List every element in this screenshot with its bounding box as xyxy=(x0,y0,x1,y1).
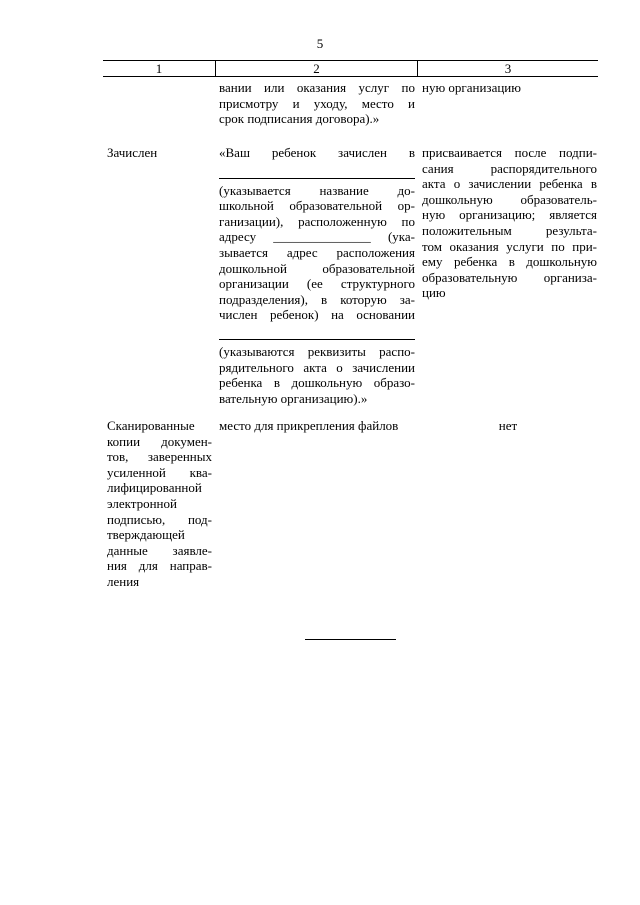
text-line: усиленной ква- xyxy=(107,464,212,480)
row1-col3 xyxy=(422,80,597,96)
value-no: нет xyxy=(498,418,518,433)
row3-col3 xyxy=(418,418,598,434)
status-label: Зачислен xyxy=(107,145,158,160)
text-line: присмотру и уходу, место и xyxy=(219,95,415,111)
row3-col1 xyxy=(107,418,212,590)
text-line: электронной xyxy=(107,495,177,511)
text-line: тов, заверенных xyxy=(107,449,212,465)
row2-col1 xyxy=(107,145,212,161)
text-line: лифицированной xyxy=(107,480,202,496)
text-line: тверждающей xyxy=(107,527,185,543)
column-header-3: 3 xyxy=(504,61,512,76)
text-line: данные заявле- xyxy=(107,542,212,558)
text-line: образовательную организа- xyxy=(422,269,597,285)
blank-underline xyxy=(219,325,415,340)
text-line: числен ребенок) на основании xyxy=(219,307,415,323)
text-line: рядительного акта о зачислении xyxy=(219,359,415,375)
text-line: ния для направ- xyxy=(107,558,212,574)
text-line: копии докумен- xyxy=(107,433,212,449)
table-header-bottom-border xyxy=(103,76,598,77)
row3-col2 xyxy=(219,418,415,434)
file-attachment-placeholder: место для прикрепления файлов xyxy=(219,418,399,433)
column-header-2: 2 xyxy=(313,61,320,76)
text-line: присваивается после подпи- xyxy=(422,145,597,160)
blank-underline xyxy=(219,161,415,179)
text-line: акта о зачислении ребенка в xyxy=(422,176,597,192)
text-line: подразделения), в которую за- xyxy=(219,291,415,307)
text-line: организации (ее структурного xyxy=(219,276,415,292)
row1-col2 xyxy=(219,80,415,127)
column-header-1: 1 xyxy=(155,61,163,76)
text-line: срок подписания договора).» xyxy=(219,111,380,127)
text-line: ления xyxy=(107,573,140,589)
page-number: 5 xyxy=(316,36,324,51)
text-line: том оказания услуги по при- xyxy=(422,238,597,254)
text-line: ную организацию xyxy=(422,80,521,95)
text-line: ную организацию; является xyxy=(422,207,597,223)
end-of-document-rule xyxy=(305,639,396,640)
text-line: зывается адрес расположения xyxy=(219,244,415,260)
text-line: цию xyxy=(422,285,446,301)
text-line: дошкольной образовательной xyxy=(219,260,415,276)
row2-col2 xyxy=(219,145,415,406)
text-line: сания распорядительного xyxy=(422,160,597,176)
text-line: «Ваш ребенок зачислен в xyxy=(219,145,415,160)
text-line: вании или оказания услуг по xyxy=(219,80,415,95)
text-line: подписью, под- xyxy=(107,511,212,527)
text-line: (указывается название до- xyxy=(219,182,415,198)
text-line: положительным результа- xyxy=(422,222,597,238)
text-line: (указываются реквизиты распо- xyxy=(219,343,415,359)
text-line: ему ребенка в дошкольную xyxy=(422,254,597,270)
text-line: ребенка в дошкольную образо- xyxy=(219,375,415,391)
text-line: ганизации), расположенную по xyxy=(219,213,415,229)
text-line: адресу _______________ (ука- xyxy=(219,229,415,245)
table-top-border xyxy=(103,60,598,61)
text-line: Сканированные xyxy=(107,418,195,433)
text-line: школьной образовательной ор- xyxy=(219,198,415,214)
text-line: дошкольную образователь- xyxy=(422,191,597,207)
row2-col3 xyxy=(422,145,597,301)
text-line: вательную организацию).» xyxy=(219,390,368,406)
